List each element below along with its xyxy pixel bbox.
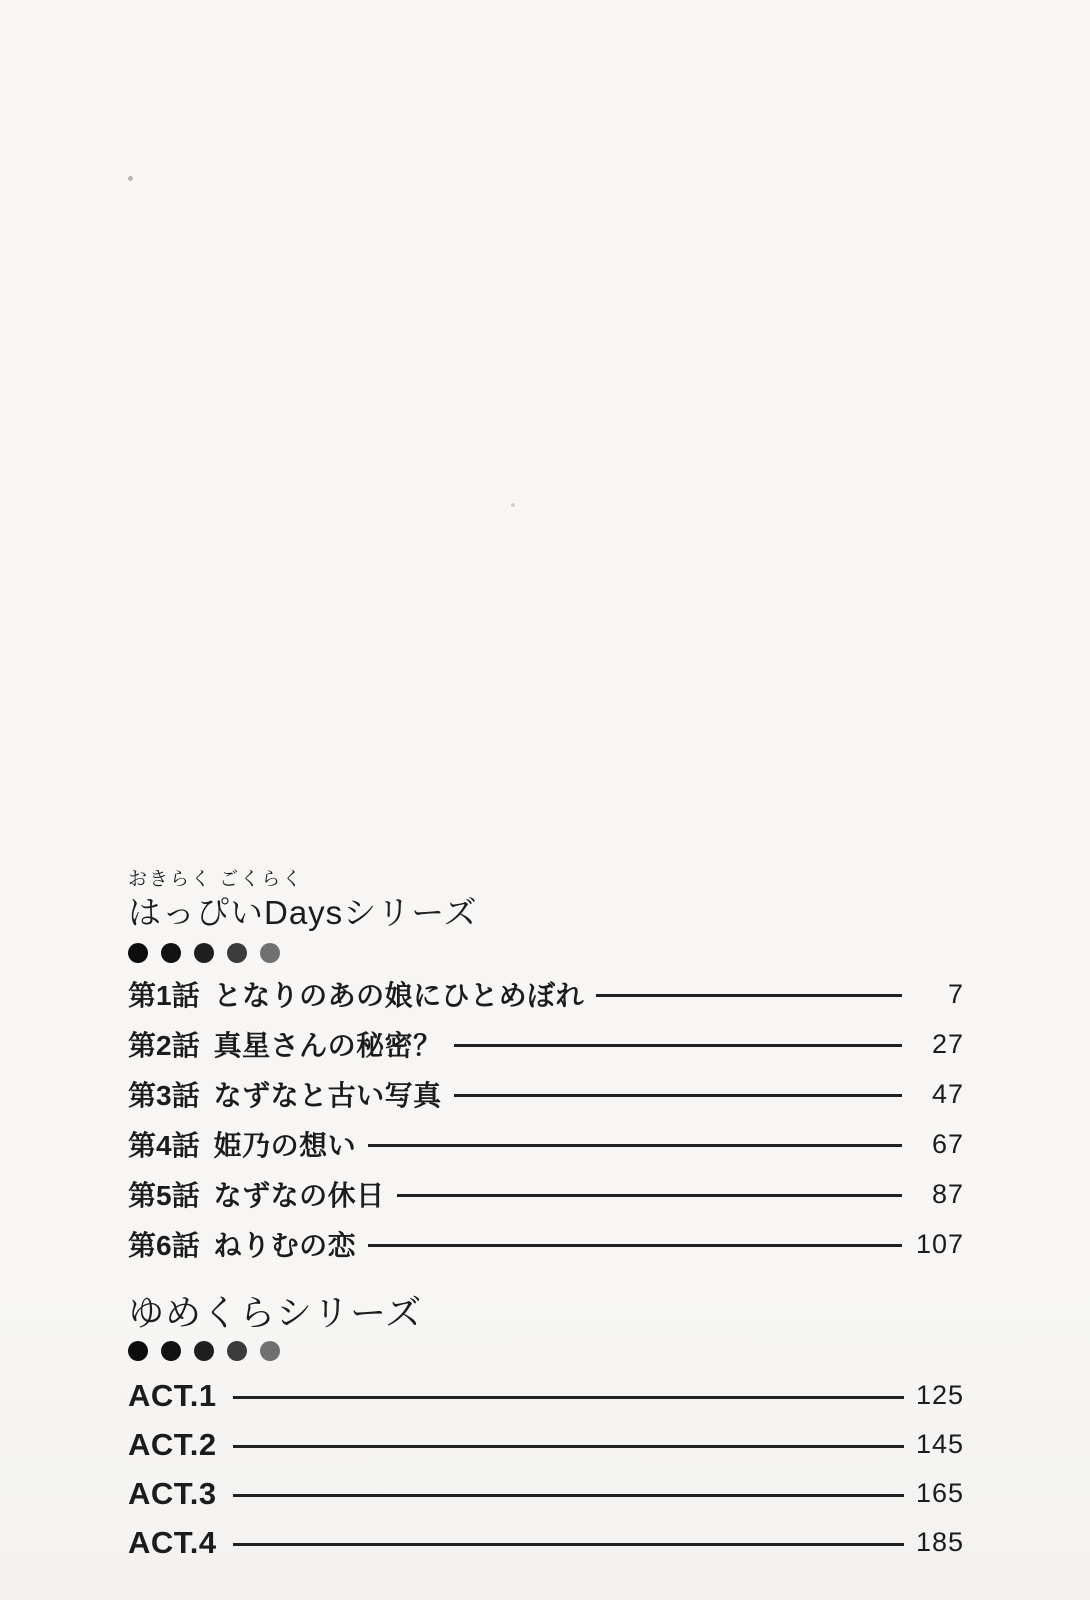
section-happy-days-series [128,864,964,1269]
toc-entry-act-3 [128,1469,964,1518]
act-list [128,1371,964,1567]
chapter-number: 第5話 [128,1180,200,1211]
page-number: 185 [915,1527,964,1557]
bullet-dot-icon [161,943,181,963]
chapter-title: ねりむの恋 [213,1230,357,1261]
bullet-dot-icon [260,943,280,963]
chapter-title: 姫乃の想い [213,1130,357,1161]
chapter-title: なずなと古い写真 [213,1080,442,1111]
chapter-number: 第2話 [128,1030,200,1061]
act-label: ACT.3 [128,1475,217,1511]
leader-line [454,1094,902,1097]
series-title-yumekura: ゆめくらシリーズ [128,1292,423,1333]
bullet-dot-icon [260,1341,280,1361]
series-title-happy-days: はっぴいDaysシリーズ [128,894,478,931]
toc-entry-chapter-2 [128,1019,964,1069]
page-number: 27 [931,1028,964,1059]
bullet-dot-icon [227,1341,247,1361]
page-number: 67 [931,1128,964,1159]
act-label: ACT.1 [128,1377,217,1413]
page-number: 125 [915,1380,964,1410]
page-number: 87 [931,1178,964,1209]
leader-line [233,1494,904,1497]
bullet-dot-row [128,1341,964,1361]
toc-entry-act-1 [128,1371,964,1420]
toc-entry-chapter-1 [128,969,964,1019]
chapter-number: 第4話 [128,1130,200,1161]
toc-entry-chapter-5 [128,1169,964,1219]
chapter-title: となりのあの娘にひとめぼれ [213,980,585,1011]
leader-line [233,1543,904,1546]
bullet-dot-icon [194,1341,214,1361]
toc-entry-act-4 [128,1518,964,1567]
series-furigana: おきらく ごくらく [128,869,304,890]
chapter-number: 第3話 [128,1080,200,1111]
toc-entry-chapter-3 [128,1069,964,1119]
page-number: 165 [915,1478,964,1508]
scan-speck [128,176,133,181]
table-of-contents [128,864,964,1567]
leader-line [368,1244,902,1247]
toc-entry-act-2 [128,1420,964,1469]
toc-entry-chapter-6 [128,1219,964,1269]
chapter-title: なずなの休日 [213,1180,385,1211]
leader-line [368,1144,902,1147]
act-label: ACT.4 [128,1524,217,1560]
bullet-dot-icon [128,943,148,963]
toc-entry-chapter-4 [128,1119,964,1169]
chapter-number: 第6話 [128,1230,200,1261]
leader-line [233,1445,904,1448]
chapter-title: 真星さんの秘密？ [213,1030,442,1061]
leader-line [454,1044,902,1047]
page-number: 7 [947,978,964,1009]
leader-line [397,1194,902,1197]
page-number: 47 [931,1078,964,1109]
bullet-dot-icon [161,1341,181,1361]
act-label: ACT.2 [128,1426,217,1462]
leader-line [233,1396,904,1399]
chapter-list [128,969,964,1269]
page-number: 145 [915,1429,964,1459]
section-yumekura-series [128,1291,964,1567]
leader-line [596,994,902,997]
bullet-dot-icon [128,1341,148,1361]
bullet-dot-icon [227,943,247,963]
bullet-dot-row [128,943,964,963]
chapter-number: 第1話 [128,980,200,1011]
scan-speck [511,503,515,507]
bullet-dot-icon [194,943,214,963]
page-number: 107 [915,1228,964,1259]
